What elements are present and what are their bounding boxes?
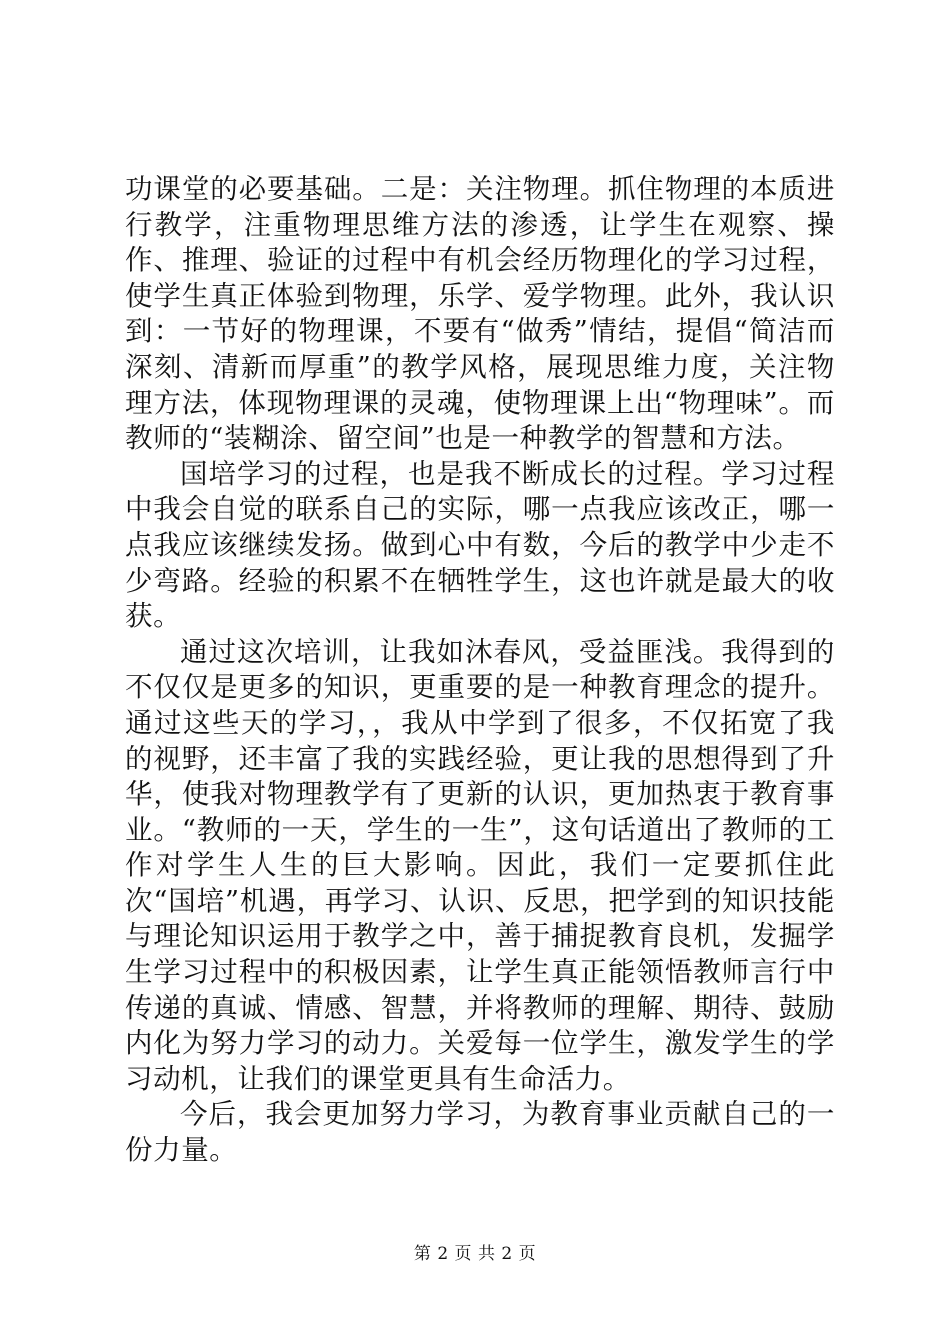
paragraph-3: 通过这次培训，让我如沐春风，受益匪浅。我得到的不仅仅是更多的知识，更重要的是一种教育理念的提升。通过这些天的学习，，我从中学到了很多，不仅拓宽了我的视野，还丰富了我的实践经验，更让我的思想得到了升华，使我对物理教学有了更新的认识，更加热衷于教育事业。“教师的一天，学生的一生”，这句话道出了教师的工作对学生人生的巨大影响。因此，我们一定要抓住此次“国培”机遇，再学习、认识、反思，把学到的知识技能与理论知识运用于教学之中，善于捕捉教育良机，发掘学生学习过程中的积极因素，让学生真正能领悟教师言行中传递的真诚、情感、智慧，并将教师的理解、期待、鼓励内化为努力学习的动力。关爱每一位学生，激发学生的学习动机，让我们的课堂更具有生命活力。: [125, 635, 835, 1095]
paragraph-2: 国培学习的过程，也是我不断成长的过程。学习过程中我会自觉的联系自己的实际，哪一点我应该改正，哪一点我应该继续发扬。做到心中有数，今后的教学中少走不少弯路。经验的积累不在牺牲学生，这也许就是最大的收获。: [125, 457, 835, 633]
document-body: [125, 172, 835, 1169]
page-footer: [0, 1244, 950, 1264]
page-number-label: 第 2 页 共 2 页: [413, 1244, 537, 1264]
paragraph-1: 功课堂的必要基础。二是：关注物理。抓住物理的本质进行教学，注重物理思维方法的渗透，让学生在观察、操作、推理、验证的过程中有机会经历物理化的学习过程，使学生真正体验到物理，乐学、爱学物理。此外，我认识到：一节好的物理课，不要有“做秀”情结，提倡“简洁而深刻、清新而厚重”的教学风格，展现思维力度，关注物理方法，体现物理课的灵魂，使物理课上出“物理味”。而教师的“装糊涂、留空间”也是一种教学的智慧和方法。: [125, 173, 835, 455]
paragraph-4: 今后，我会更加努力学习，为教育事业贡献自己的一份力量。: [125, 1098, 835, 1167]
